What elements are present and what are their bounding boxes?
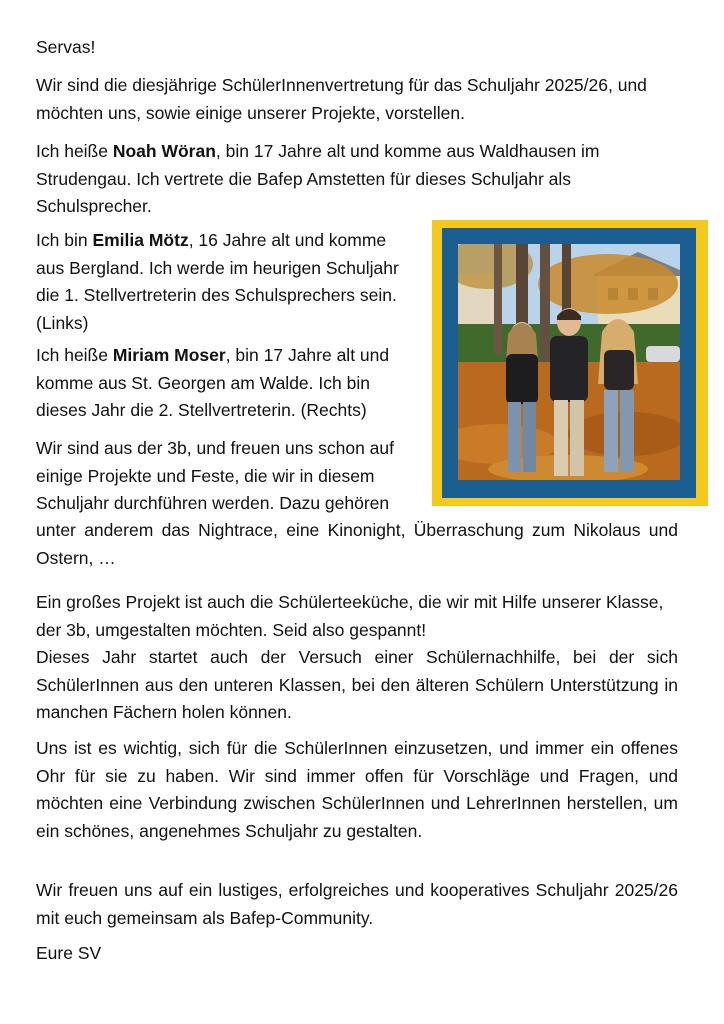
person-noah-name: Noah Wöran bbox=[112, 141, 216, 161]
group-photo bbox=[458, 244, 680, 480]
person-miriam-name: Miriam Moser bbox=[112, 345, 226, 365]
greeting: Servas! bbox=[36, 37, 96, 57]
person-miriam-text: , bin 17 Jahre alt und komme aus St. Georgen am Walde. Ich bin dieses Jahr die 2. Stellvertreterin. (Rechts) bbox=[36, 345, 390, 420]
photo-frame-inner bbox=[442, 228, 696, 498]
project-teekueche-paragraph: Ein großes Projekt ist auch die Schülerteeküche, die wir mit Hilfe unserer Klasse, der 3b, umgestalten möchten. Seid also gespannt! bbox=[36, 592, 664, 640]
intro-paragraph: Wir sind die diesjährige SchülerInnenvertretung für das Schuljahr 2025/26, und möchten uns, sowie einige unserer Projekte, vorstellen. bbox=[36, 75, 647, 123]
person-miriam-paragraph bbox=[36, 342, 418, 425]
group-photo-illustration bbox=[458, 244, 680, 480]
class-paragraph-part2: unter anderem das Nightrace, eine Kinonight, Überraschung zum Nikolaus und Ostern, … bbox=[36, 520, 678, 568]
person-noah-prefix: Ich heiße bbox=[36, 141, 113, 161]
person-emilia-name: Emilia Mötz bbox=[92, 230, 189, 250]
person-miriam-prefix: Ich heiße bbox=[36, 345, 113, 365]
person-noah-text: , bin 17 Jahre alt und komme aus Waldhausen im Strudengau. Ich vertrete die Bafep Amstetten für dieses Schuljahr als Schulsprecher. bbox=[36, 141, 600, 216]
class-paragraph-part1: Wir sind aus der 3b, und freuen uns schon auf einige Projekte und Feste, die wir in diesem Schuljahr durchführen werden. Dazu gehören bbox=[36, 438, 394, 513]
person-emilia-paragraph bbox=[36, 227, 418, 337]
project-nachhilfe-paragraph: Dieses Jahr startet auch der Versuch einer Schülernachhilfe, bei der sich SchülerInnen aus den unteren Klassen, bei den älteren Schülern Unterstützung in manchen Fächern holen können. bbox=[36, 647, 678, 722]
photo-frame bbox=[432, 220, 708, 506]
person-noah-paragraph bbox=[36, 138, 678, 221]
person-emilia-text: , 16 Jahre alt und komme aus Bergland. Ich werde im heurigen Schuljahr die 1. Stellvertreterin des Schulsprechers sein. (Links) bbox=[36, 230, 399, 333]
signature: Eure SV bbox=[36, 943, 102, 963]
commitment-paragraph: Uns ist es wichtig, sich für die SchülerInnen einzusetzen, und immer ein offenes Ohr für sie zu haben. Wir sind immer offen für Vorschläge und Fragen, und möchten eine Verbindung zwischen SchülerInnen und LehrerInnen herstellen, um ein schönes, angenehmes Schuljahr zu gestalten. bbox=[36, 738, 678, 841]
person-emilia-prefix: Ich bin bbox=[36, 230, 93, 250]
closing-paragraph: Wir freuen uns auf ein lustiges, erfolgreiches und kooperatives Schuljahr 2025/26 mit euch gemeinsam als Bafep-Community. bbox=[36, 880, 678, 928]
